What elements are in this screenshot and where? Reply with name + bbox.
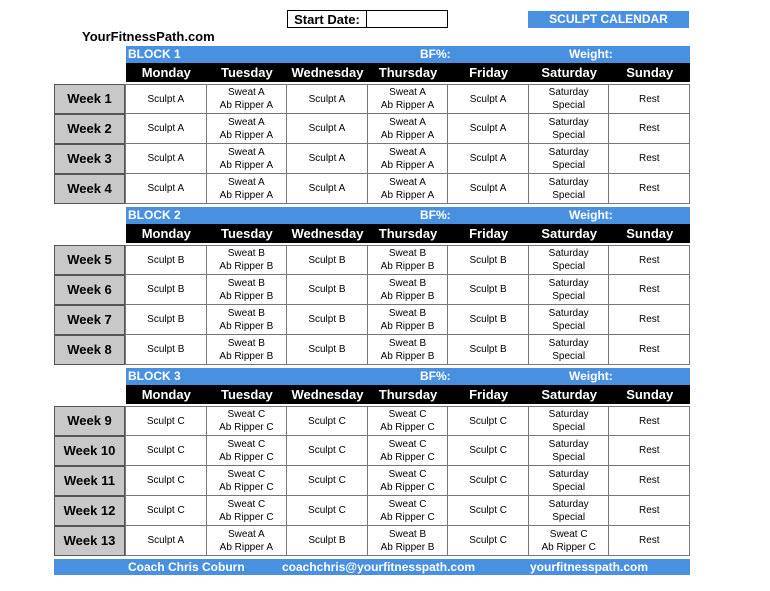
workout-cell[interactable] <box>287 174 368 204</box>
day-header: Wednesday <box>291 65 364 80</box>
workout-cell[interactable] <box>207 305 288 335</box>
bf-label: BF%: <box>420 208 451 222</box>
workout-text: Sculpt B <box>469 314 507 325</box>
block-header-2 <box>126 207 690 243</box>
workout-text: Ab Ripper B <box>380 350 435 362</box>
workout-text: Sweat A <box>389 176 426 188</box>
workout-text: Ab Ripper B <box>380 261 435 272</box>
workout-cell[interactable] <box>529 174 610 204</box>
workout-text: Saturday <box>548 87 589 98</box>
workout-text: Sculpt B <box>308 314 346 325</box>
workout-text: Rest <box>638 505 660 516</box>
workout-text: Sweat A <box>228 116 265 128</box>
workout-text: Rest <box>638 254 660 266</box>
day-header: Tuesday <box>220 226 273 241</box>
block-name: BLOCK 1 <box>128 47 181 61</box>
workout-cell[interactable] <box>368 436 449 466</box>
workout-text: Sweat B <box>227 337 265 349</box>
workout-cell[interactable] <box>207 406 288 436</box>
block-title-bar <box>126 207 690 224</box>
workout-text: Special <box>552 350 586 362</box>
workout-text: Sculpt C <box>469 505 507 516</box>
workout-text: Sculpt A <box>308 123 346 134</box>
workout-text: Sculpt C <box>308 505 346 516</box>
workout-cell[interactable] <box>287 335 368 365</box>
workout-cell[interactable] <box>609 144 690 174</box>
workout-cell[interactable] <box>529 436 610 466</box>
workout-text: Rest <box>638 344 660 355</box>
workout-text: Sculpt B <box>147 314 185 325</box>
workout-cell[interactable] <box>287 84 368 114</box>
week-label: Week 3 <box>54 144 125 174</box>
day-header: Tuesday <box>220 387 273 402</box>
workout-cell[interactable] <box>125 275 207 305</box>
workout-text: Sweat C <box>227 498 266 510</box>
workout-text: Ab Ripper C <box>541 541 596 553</box>
workout-text: Ab Ripper B <box>380 541 435 553</box>
block-header-1 <box>126 46 690 82</box>
workout-text: Ab Ripper C <box>219 511 274 523</box>
workout-cell[interactable] <box>368 245 449 275</box>
workout-text: Sweat B <box>388 277 427 289</box>
workout-text: Sweat C <box>227 409 266 420</box>
workout-text: Ab Ripper B <box>219 290 274 302</box>
workout-text: Sweat C <box>227 468 266 480</box>
workout-cell[interactable] <box>448 496 529 526</box>
workout-text: Sweat B <box>227 277 265 289</box>
day-header: Monday <box>141 226 191 241</box>
workout-text: Ab Ripper A <box>219 189 274 201</box>
workout-cell[interactable] <box>609 436 690 466</box>
workout-text: Sweat C <box>388 498 427 510</box>
workout-text: Sculpt C <box>469 535 507 546</box>
workout-cell[interactable] <box>207 466 288 496</box>
workout-text: Saturday <box>548 248 589 259</box>
workout-text: Special <box>552 100 586 111</box>
workout-text: Special <box>552 129 586 141</box>
workout-text: Saturday <box>548 176 589 188</box>
workout-text: Sweat C <box>388 409 427 420</box>
workout-text: Sculpt C <box>308 415 346 427</box>
workout-cell[interactable] <box>448 436 529 466</box>
workout-text: Sculpt B <box>469 344 507 355</box>
workout-cell[interactable] <box>125 496 207 526</box>
workout-text: Sweat C <box>388 438 427 450</box>
workout-text: Ab Ripper A <box>380 159 435 171</box>
workout-text: Sweat A <box>228 176 265 188</box>
workout-cell[interactable] <box>368 84 449 114</box>
workout-text: Ab Ripper B <box>380 290 435 302</box>
day-header: Tuesday <box>220 65 273 80</box>
weight-label: Weight: <box>569 369 613 383</box>
day-header: Monday <box>141 65 191 80</box>
workout-cell[interactable] <box>609 305 690 335</box>
workout-text: Rest <box>638 415 660 427</box>
workout-cell[interactable] <box>287 526 368 556</box>
workout-text: Rest <box>638 445 660 456</box>
workout-text: Sculpt A <box>147 93 185 105</box>
workout-text: Sculpt A <box>147 183 185 194</box>
workout-text: Rest <box>638 475 660 486</box>
workout-cell[interactable] <box>368 275 449 305</box>
workout-cell[interactable] <box>125 305 207 335</box>
week-label: Week 9 <box>54 406 125 436</box>
workout-cell[interactable] <box>448 84 529 114</box>
bf-label: BF%: <box>420 47 451 61</box>
bf-label: BF%: <box>420 369 451 383</box>
workout-cell[interactable] <box>207 275 288 305</box>
workout-text: Sweat C <box>388 468 427 480</box>
block-name: BLOCK 3 <box>128 369 181 383</box>
site-name: YourFitnessPath.com <box>82 29 215 44</box>
workout-cell[interactable] <box>125 84 207 114</box>
workout-cell[interactable] <box>368 114 449 144</box>
footer-email-link[interactable]: coachchris@yourfitnesspath.com <box>282 560 476 574</box>
workout-cell[interactable] <box>287 305 368 335</box>
workout-text: Sculpt B <box>147 254 185 266</box>
workout-text: Sculpt B <box>469 284 507 295</box>
week-label: Week 8 <box>54 335 125 365</box>
workout-text: Sweat C <box>549 528 588 540</box>
week-row <box>54 466 690 496</box>
workout-cell[interactable] <box>207 114 288 144</box>
workout-text: Sculpt A <box>469 183 507 194</box>
workout-text: Ab Ripper B <box>380 320 435 332</box>
workout-text: Ab Ripper A <box>380 100 435 111</box>
workout-text: Sculpt C <box>469 475 507 486</box>
workout-text: Rest <box>638 314 660 325</box>
workout-text: Saturday <box>548 438 589 450</box>
workout-text: Sculpt B <box>308 344 346 355</box>
block-name: BLOCK 2 <box>128 208 181 222</box>
day-header: Sunday <box>626 387 674 402</box>
workout-text: Sweat C <box>227 438 266 450</box>
workout-cell[interactable] <box>609 84 690 114</box>
workout-text: Ab Ripper C <box>380 422 435 433</box>
workout-text: Rest <box>638 123 660 134</box>
workout-text: Sweat A <box>389 87 426 98</box>
week-row <box>54 245 690 275</box>
block-grid-2 <box>54 245 690 365</box>
workout-text: Sculpt A <box>308 153 346 164</box>
workout-cell[interactable] <box>287 496 368 526</box>
workout-cell[interactable] <box>287 144 368 174</box>
workout-cell[interactable] <box>448 245 529 275</box>
workout-text: Saturday <box>548 146 589 158</box>
workout-text: Sculpt B <box>308 254 346 266</box>
workout-text: Sweat B <box>388 337 427 349</box>
week-row <box>54 275 690 305</box>
week-row <box>54 84 690 114</box>
workout-cell[interactable] <box>125 245 207 275</box>
workout-cell[interactable] <box>368 466 449 496</box>
week-row <box>54 436 690 466</box>
workout-cell[interactable] <box>609 174 690 204</box>
workout-cell[interactable] <box>207 245 288 275</box>
workout-text: Special <box>552 189 586 201</box>
workout-cell[interactable] <box>287 114 368 144</box>
workout-text: Sculpt C <box>308 445 346 456</box>
workout-cell[interactable] <box>529 245 610 275</box>
workout-cell[interactable] <box>125 436 207 466</box>
week-row <box>54 305 690 335</box>
workout-cell[interactable] <box>448 406 529 436</box>
week-label: Week 7 <box>54 305 125 335</box>
workout-text: Special <box>552 261 586 272</box>
workout-cell[interactable] <box>125 114 207 144</box>
workout-cell[interactable] <box>529 466 610 496</box>
workout-cell[interactable] <box>287 436 368 466</box>
week-row <box>54 114 690 144</box>
start-date-label: Start Date: <box>287 10 367 28</box>
workout-text: Sweat B <box>227 307 265 319</box>
weight-label: Weight: <box>569 47 613 61</box>
workout-text: Sculpt C <box>308 475 346 486</box>
workout-text: Rest <box>638 284 660 295</box>
day-header: Saturday <box>541 387 597 402</box>
workout-cell[interactable] <box>368 406 449 436</box>
workout-text: Sculpt C <box>469 415 507 427</box>
workout-text: Sculpt B <box>147 284 185 295</box>
day-header: Monday <box>141 387 191 402</box>
workout-text: Ab Ripper A <box>219 159 274 171</box>
workout-cell[interactable] <box>529 496 610 526</box>
week-label: Week 12 <box>54 496 125 526</box>
workout-cell[interactable] <box>368 174 449 204</box>
block-header-3 <box>126 368 690 404</box>
workout-cell[interactable] <box>368 144 449 174</box>
week-label: Week 10 <box>54 436 125 466</box>
workout-text: Special <box>552 159 586 171</box>
week-label: Week 1 <box>54 84 125 114</box>
workout-text: Sculpt C <box>469 445 507 456</box>
day-header: Saturday <box>541 226 597 241</box>
week-label: Week 6 <box>54 275 125 305</box>
day-header: Wednesday <box>291 226 364 241</box>
day-header: Thursday <box>378 226 438 241</box>
workout-cell[interactable] <box>287 245 368 275</box>
workout-cell[interactable] <box>125 406 207 436</box>
workout-cell[interactable] <box>125 466 207 496</box>
day-header: Wednesday <box>291 387 364 402</box>
week-row <box>54 406 690 436</box>
workout-text: Ab Ripper A <box>219 100 274 111</box>
workout-text: Rest <box>638 93 660 105</box>
workout-cell[interactable] <box>529 305 610 335</box>
workout-text: Special <box>552 422 586 433</box>
workout-text: Sculpt A <box>308 183 346 194</box>
workout-cell[interactable] <box>448 114 529 144</box>
day-header: Sunday <box>626 65 674 80</box>
day-header-row <box>126 385 690 404</box>
workout-text: Sculpt C <box>146 445 185 456</box>
workout-text: Ab Ripper C <box>380 481 435 493</box>
workout-text: Saturday <box>548 468 589 480</box>
workout-cell[interactable] <box>207 496 288 526</box>
workout-cell[interactable] <box>368 526 449 556</box>
workout-cell[interactable] <box>125 174 207 204</box>
workout-text: Sweat B <box>227 248 265 259</box>
workout-text: Sculpt C <box>146 475 185 486</box>
workout-cell[interactable] <box>368 305 449 335</box>
workout-text: Sculpt A <box>147 535 185 546</box>
workout-text: Saturday <box>548 277 589 289</box>
workout-cell[interactable] <box>609 335 690 365</box>
workout-cell[interactable] <box>207 144 288 174</box>
weight-label: Weight: <box>569 208 613 222</box>
workout-text: Sculpt C <box>146 415 185 427</box>
workout-cell[interactable] <box>207 335 288 365</box>
workout-text: Ab Ripper A <box>380 129 435 141</box>
workout-text: Sculpt A <box>308 93 346 105</box>
week-label: Week 5 <box>54 245 125 275</box>
week-row <box>54 496 690 526</box>
workout-text: Sweat A <box>228 528 265 540</box>
block-grid-3 <box>54 406 690 556</box>
week-label: Week 13 <box>54 526 125 556</box>
workout-text: Sweat B <box>388 528 427 540</box>
workout-cell[interactable] <box>529 275 610 305</box>
workout-cell[interactable] <box>207 526 288 556</box>
workout-cell[interactable] <box>609 466 690 496</box>
workout-text: Ab Ripper B <box>219 320 274 332</box>
workout-text: Sweat A <box>228 87 265 98</box>
workout-text: Special <box>552 290 586 302</box>
workout-text: Sculpt B <box>469 254 507 266</box>
day-header: Saturday <box>541 65 597 80</box>
workout-cell[interactable] <box>287 466 368 496</box>
workout-cell[interactable] <box>125 526 207 556</box>
workout-cell[interactable] <box>207 436 288 466</box>
workout-cell[interactable] <box>448 174 529 204</box>
workout-cell[interactable] <box>529 335 610 365</box>
workout-cell[interactable] <box>287 275 368 305</box>
workout-text: Saturday <box>548 498 589 510</box>
workout-cell[interactable] <box>609 406 690 436</box>
workout-text: Rest <box>638 183 660 194</box>
workout-cell[interactable] <box>448 466 529 496</box>
workout-cell[interactable] <box>529 144 610 174</box>
workout-cell[interactable] <box>529 526 610 556</box>
workout-text: Sweat A <box>228 146 265 158</box>
day-header: Friday <box>469 226 509 241</box>
footer-coach: Coach Chris Coburn <box>128 560 245 574</box>
week-row <box>54 174 690 204</box>
block-title-bar <box>126 368 690 385</box>
week-label: Week 2 <box>54 114 125 144</box>
workout-cell[interactable] <box>609 245 690 275</box>
week-row <box>54 335 690 365</box>
workout-cell[interactable] <box>609 114 690 144</box>
workout-cell[interactable] <box>529 114 610 144</box>
workout-cell[interactable] <box>448 275 529 305</box>
workout-text: Ab Ripper C <box>219 451 274 463</box>
block-title-bar <box>126 46 690 63</box>
week-label: Week 4 <box>54 174 125 204</box>
week-label: Week 11 <box>54 466 125 496</box>
footer-bar <box>54 559 690 575</box>
workout-text: Sweat A <box>389 116 426 128</box>
workout-text: Special <box>552 511 586 523</box>
workout-cell[interactable] <box>207 84 288 114</box>
workout-text: Special <box>552 481 586 493</box>
workout-text: Ab Ripper A <box>219 541 274 553</box>
workout-cell[interactable] <box>448 305 529 335</box>
day-header: Thursday <box>378 65 438 80</box>
workout-text: Sweat A <box>389 146 426 158</box>
workout-text: Sculpt A <box>469 123 507 134</box>
day-header: Thursday <box>378 387 438 402</box>
workout-text: Sculpt C <box>146 505 185 516</box>
workout-text: Rest <box>638 153 660 164</box>
workout-text: Ab Ripper A <box>219 129 274 141</box>
day-header-row <box>126 63 690 82</box>
workout-cell[interactable] <box>448 335 529 365</box>
workout-text: Sculpt A <box>469 93 507 105</box>
workout-cell[interactable] <box>529 406 610 436</box>
workout-cell[interactable] <box>368 496 449 526</box>
workout-cell[interactable] <box>287 406 368 436</box>
day-header-row <box>126 224 690 243</box>
workout-text: Sculpt A <box>147 153 185 164</box>
workout-cell[interactable] <box>207 174 288 204</box>
workout-text: Ab Ripper B <box>219 261 274 272</box>
week-row <box>54 526 690 556</box>
workout-cell[interactable] <box>609 526 690 556</box>
workout-cell[interactable] <box>609 496 690 526</box>
workout-cell[interactable] <box>448 144 529 174</box>
workout-text: Ab Ripper C <box>219 422 274 433</box>
calendar-title-badge: SCULPT CALENDAR <box>528 11 689 28</box>
workout-text: Sweat B <box>388 248 427 259</box>
footer-site-link[interactable]: yourfitnesspath.com <box>530 560 649 574</box>
workout-text: Ab Ripper A <box>380 189 435 201</box>
workout-cell[interactable] <box>368 335 449 365</box>
workout-text: Saturday <box>548 409 589 420</box>
workout-text: Ab Ripper C <box>219 481 274 493</box>
workout-text: Special <box>552 451 586 463</box>
workout-text: Sweat B <box>388 307 427 319</box>
workout-text: Special <box>552 320 586 332</box>
workout-cell[interactable] <box>125 335 207 365</box>
workout-cell[interactable] <box>609 275 690 305</box>
workout-text: Sculpt B <box>308 284 346 295</box>
workout-text: Ab Ripper B <box>219 350 274 362</box>
workout-text: Sculpt A <box>469 153 507 164</box>
workout-text: Sculpt A <box>147 123 185 134</box>
workout-text: Ab Ripper C <box>380 511 435 523</box>
week-row <box>54 144 690 174</box>
day-header: Sunday <box>626 226 674 241</box>
workout-cell[interactable] <box>529 84 610 114</box>
workout-cell[interactable] <box>448 526 529 556</box>
block-grid-1 <box>54 84 690 204</box>
workout-text: Saturday <box>548 307 589 319</box>
workout-text: Sculpt B <box>308 535 346 546</box>
workout-text: Sculpt B <box>147 344 185 355</box>
workout-text: Saturday <box>548 116 589 128</box>
day-header: Friday <box>469 387 509 402</box>
workout-text: Ab Ripper C <box>380 451 435 463</box>
start-date-input[interactable] <box>367 10 448 28</box>
workout-text: Saturday <box>548 337 589 349</box>
workout-cell[interactable] <box>125 144 207 174</box>
workout-text: Rest <box>638 535 660 546</box>
day-header: Friday <box>469 65 509 80</box>
